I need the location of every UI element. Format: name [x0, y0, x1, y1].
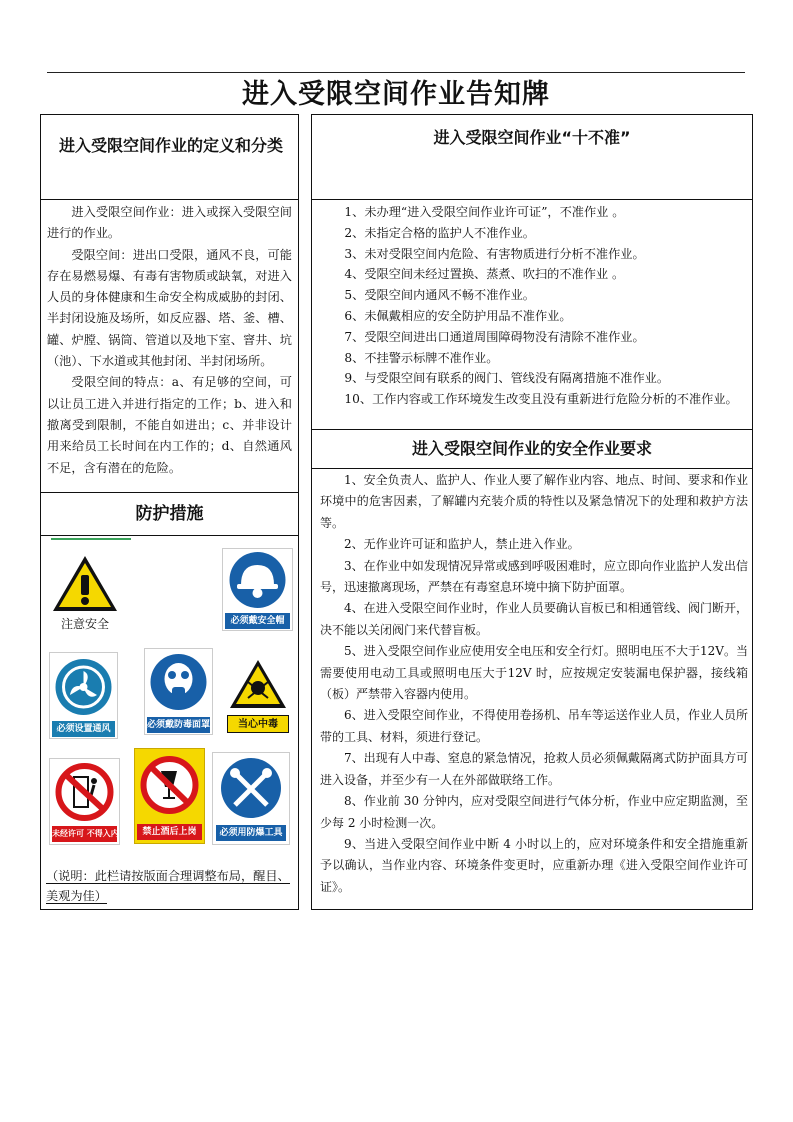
prohibition-item: 4、受限空间未经过置换、蒸煮、吹扫的不准作业 。 — [344, 267, 625, 282]
prohibition-item: 6、未佩戴相应的安全防护用品不准作业。 — [344, 308, 572, 323]
prohibition-item: 1、未办理“进入受限空间作业许可证”，不准作业 。 — [344, 205, 625, 219]
requirement-item: 7、出现有人中毒、窒息的紧急情况，抢救人员必须佩戴隔离式防护面具方可进入设备，并至少有一人在外部做联络工作。 — [320, 751, 748, 787]
top-rule — [47, 72, 745, 73]
no-alcohol-icon — [135, 749, 204, 821]
requirement-item: 4、在进入受限空间作业时，作业人员要确认盲板已和相通管线、阀门断开，决不能以关闭阀门来代替盲板。 — [320, 601, 748, 637]
sign-caution — [50, 553, 120, 635]
no-entry-icon — [50, 759, 119, 825]
sign-protective-tools-label: 必须用防爆工具 — [216, 825, 286, 841]
requirements-body-cell — [311, 468, 753, 910]
requirement-item: 6、进入受限空间作业，不得使用卷扬机、吊车等运送作业人员，作业人员所带的工具、材料，须进行登记。 — [320, 708, 748, 744]
requirements-list — [320, 470, 748, 898]
prohibition-item: 5、受限空间内通风不畅不准作业。 — [344, 288, 535, 303]
tools-icon — [213, 753, 289, 823]
prohibition-item: 3、未对受限空间内危险、有害物质进行分析不准作业。 — [344, 246, 645, 261]
sign-helmet — [222, 548, 293, 631]
definition-paragraph: 受限空间的特点：a、有足够的空间，可以让员工进入并进行指定的工作；b、进入和撤离受到限制，不能自如进出；c、并非设计用来给员工长时间在内工作的；d、自然通风不足，含有潜在的危险。 — [47, 375, 292, 475]
requirements-heading-cell — [311, 429, 753, 469]
helmet-icon — [223, 549, 292, 611]
definition-body-cell — [40, 199, 299, 493]
prohibitions-heading: 进入受限空间作业“十不准” — [433, 128, 631, 147]
prohibitions-list — [320, 202, 748, 410]
protection-heading-cell — [40, 492, 299, 536]
requirement-item: 2、无作业许可证和监护人，禁止进入作业。 — [344, 537, 580, 552]
prohibitions-heading-cell — [311, 114, 753, 200]
sign-protective-tools — [212, 752, 290, 845]
requirements-heading: 进入受限空间作业的安全作业要求 — [411, 439, 652, 458]
sign-no-drinking-label: 禁止酒后上岗 — [137, 824, 202, 840]
prohibition-item: 7、受限空间进出口通道周围障碍物没有清除不准作业。 — [344, 329, 645, 344]
sign-no-entry — [49, 758, 120, 845]
gas-mask-icon — [145, 649, 212, 715]
protection-heading: 防护措施 — [135, 504, 204, 524]
definition-body — [47, 202, 292, 479]
sign-ventilation — [49, 652, 118, 739]
definition-paragraph: 受限空间：进出口受限，通风不良，可能存在易燃易爆、有毒有害物质或缺氧，对进入人员的身体健康和生命安全构成威胁的封闭、半封闭设施及场所，如反应器、塔、釜、槽、罐、炉膛、锅筒、管道以及地下室、窨井、坑（池）、下水道或其他封闭、半封闭场所。 — [47, 247, 292, 369]
requirement-item: 5、进入受限空间作业应使用安全电压和安全行灯。照明电压不大于12V。当需要使用电动工具或照明电压大于12V 时，应按规定安装漏电保护器，接线箱（板）严禁带入容器内使用。 — [320, 644, 748, 702]
sign-ventilation-label: 必须设置通风 — [52, 721, 115, 737]
prohibition-item: 2、未指定合格的监护人不准作业。 — [344, 225, 535, 240]
prohibitions-body-cell — [311, 199, 753, 430]
requirement-item: 3、在作业中如发现情况异常或感到呼吸困难时，应立即向作业监护人发出信号，迅速撤离现场，严禁在有毒窒息环境中摘下防护面罩。 — [320, 558, 748, 595]
sign-poison — [223, 652, 293, 737]
poison-skull-icon — [223, 652, 293, 714]
sign-gas-mask — [144, 648, 213, 735]
sign-helmet-label: 必须戴安全帽 — [225, 613, 290, 629]
requirement-item: 9、当进入受限空间作业中断 4 小时以上的，应对环境条件和安全措施重新予以确认，当作业内容、环境条件变更时，应重新办理《进入受限空间作业许可证》。 — [320, 836, 748, 894]
sign-caution-label: 注意安全 — [60, 617, 109, 631]
requirement-item: 8、作业前 30 分钟内，应对受限空间进行气体分析，作业中应定期监测，至少每 2 小时检测一次。 — [320, 794, 748, 830]
warning-triangle-icon — [50, 553, 120, 615]
definition-heading-cell — [40, 114, 299, 200]
prohibition-item: 9、与受限空间有联系的阀门、管线没有隔离措施不准作业。 — [344, 371, 670, 386]
definition-heading: 进入受限空间作业的定义和分类 — [58, 136, 283, 155]
prohibition-item: 10、工作内容或工作环境发生改变且没有重新进行危险分析的不准作业。 — [344, 392, 738, 407]
requirement-item: 1、安全负责人、监护人、作业人要了解作业内容、地点、时间、要求和作业环境中的危害因素，了解罐内充装介质的特性以及紧急情况下的处理和救护方法等。 — [320, 473, 748, 530]
sign-poison-label: 当心中毒 — [227, 715, 289, 733]
sign-gas-mask-label: 必须戴防毒面罩 — [147, 717, 210, 733]
layout-note — [46, 866, 296, 906]
page-title: 进入受限空间作业告知牌 — [242, 79, 550, 110]
sign-no-entry-label: 未经许可 不得入内 — [52, 826, 117, 842]
layout-note-text: （说明：此栏请按版面合理调整布局，醒目、美观为佳） — [46, 869, 290, 903]
fan-icon — [50, 653, 117, 719]
green-accent-line — [51, 538, 131, 540]
sign-no-drinking — [134, 748, 205, 844]
prohibition-item: 8、不挂警示标牌不准作业。 — [344, 350, 499, 365]
definition-paragraph: 进入受限空间作业：进入或探入受限空间进行的作业。 — [47, 205, 292, 241]
